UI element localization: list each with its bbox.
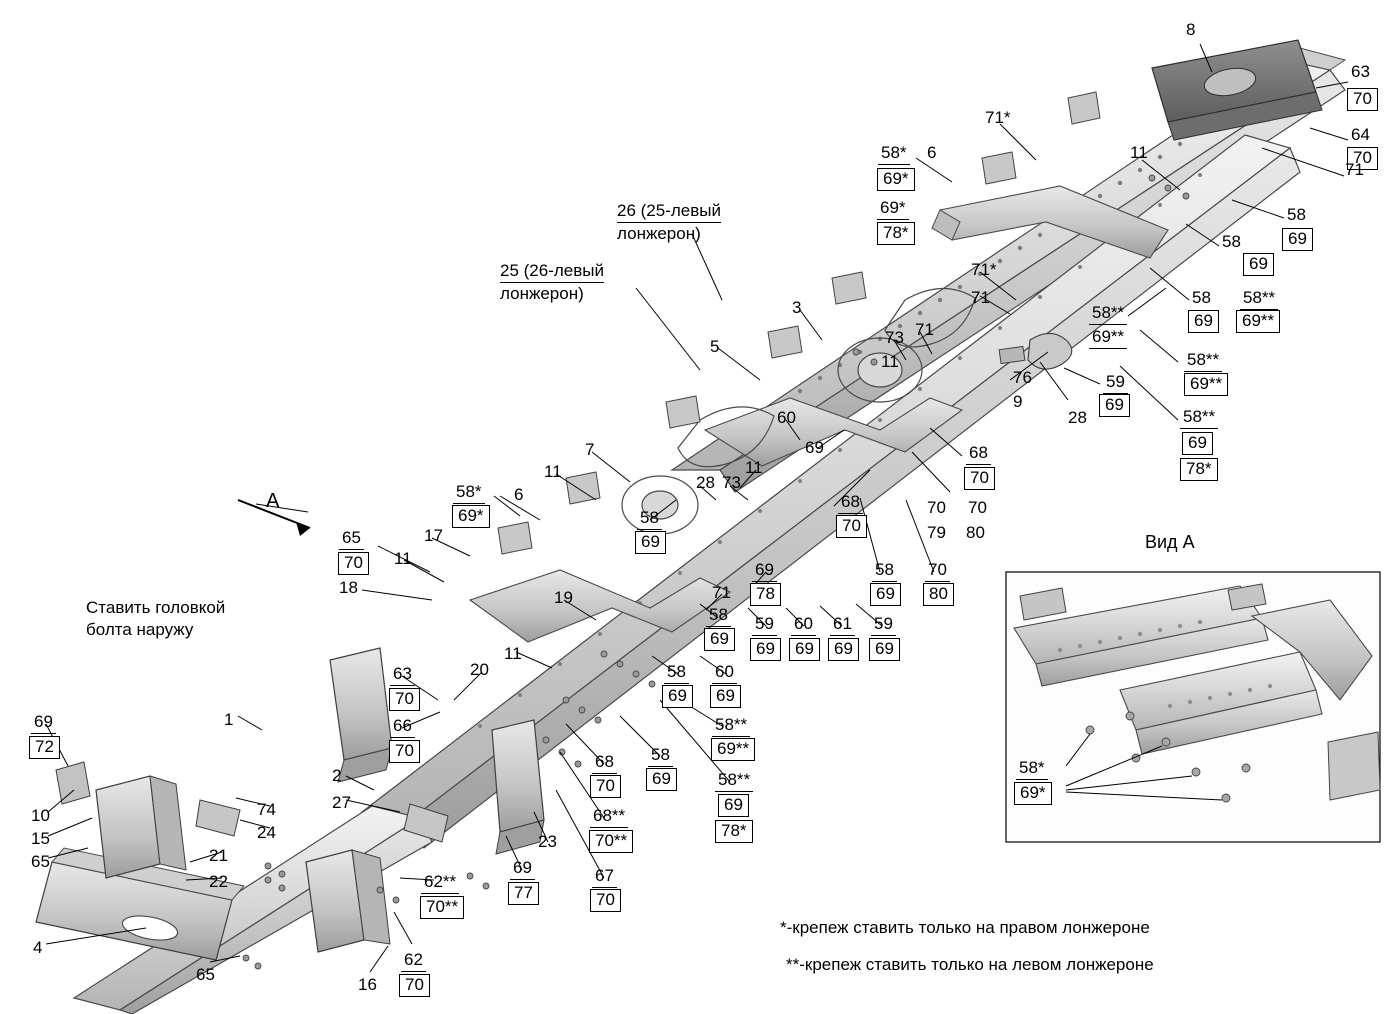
part-callout-70: 70: [590, 889, 621, 912]
part-callout-27: 27: [332, 793, 351, 812]
part-callout-62: 62: [401, 950, 426, 972]
part-callout-22: 22: [209, 872, 228, 891]
part-callout-67: 67: [592, 866, 617, 888]
part-callout-5: 5: [710, 337, 720, 356]
part-callout-70: 70: [338, 552, 369, 575]
legend-left-rail: **-крепеж ставить только на левом лонжероне: [786, 955, 1154, 974]
part-callout-63: 63: [1351, 62, 1370, 81]
part-callout-9: 9: [1013, 392, 1023, 411]
part-callout-69: 69: [646, 768, 677, 791]
part-callout-69: 69: [718, 794, 749, 817]
part-callout-24: 24: [257, 823, 276, 842]
part-callout-69star: 69*: [1014, 782, 1052, 805]
part-callout-78: 78: [750, 583, 781, 606]
part-callout-80: 80: [966, 523, 985, 542]
part-callout-69starstar: 69**: [711, 738, 755, 761]
part-callout-72: 72: [29, 736, 60, 759]
part-callout-69: 69: [869, 638, 900, 661]
part-callout-4: 4: [33, 938, 43, 957]
part-callout-80: 80: [923, 583, 954, 606]
part-callout-71: 71: [971, 288, 990, 307]
legend-right-rail: *-крепеж ставить только на правом лонжероне: [780, 918, 1150, 937]
part-callout-21: 21: [209, 846, 228, 865]
part-callout-60: 60: [791, 614, 816, 636]
part-callout-62starstar: 62**: [421, 872, 459, 894]
part-callout-69: 69: [805, 438, 824, 457]
part-callout-6: 6: [514, 485, 524, 504]
part-callout-58: 58: [1192, 288, 1211, 307]
part-callout-70: 70: [925, 560, 950, 582]
part-callout-64: 64: [1351, 125, 1370, 144]
part-callout-11: 11: [1130, 143, 1148, 162]
part-callout-69: 69: [750, 638, 781, 661]
part-callout-71: 71: [1345, 160, 1364, 179]
part-callout-58: 58: [648, 745, 673, 767]
part-callout-70: 70: [1347, 88, 1378, 111]
part-callout-77: 77: [508, 882, 539, 905]
part-callout-58starstar: 58**: [712, 715, 750, 737]
part-callout-70: 70: [964, 467, 995, 490]
part-callout-17: 17: [424, 526, 443, 545]
part-callout-69: 69: [1099, 394, 1130, 417]
part-callout-70starstar: 70**: [589, 830, 633, 853]
part-callout-58: 58: [637, 508, 662, 530]
part-callout-58star: 58*: [453, 482, 485, 504]
part-callout-58starstar: 58**: [1184, 350, 1222, 372]
part-callout-28: 28: [1068, 408, 1087, 427]
rear-cross-member: [1152, 40, 1322, 140]
part-callout-11: 11: [394, 549, 412, 568]
part-callout-19: 19: [554, 588, 573, 607]
part-callout-1: 1: [224, 710, 234, 729]
part-callout-66: 66: [390, 716, 415, 738]
part-callout-59: 59: [752, 614, 777, 636]
part-callout-69: 69: [1282, 228, 1313, 251]
part-callout-20: 20: [470, 660, 489, 679]
part-callout-15: 15: [31, 829, 50, 848]
part-callout-68: 68: [838, 492, 863, 514]
part-callout-71star: 71*: [971, 260, 997, 279]
part-callout-63: 63: [390, 664, 415, 686]
part-callout-79: 79: [927, 523, 946, 542]
part-callout-70: 70: [389, 740, 420, 763]
part-callout-23: 23: [538, 832, 557, 851]
part-callout-11: 11: [881, 352, 899, 371]
part-callout-11: 11: [745, 458, 763, 477]
note-install-head-out: Ставить головкой болта наружу: [86, 598, 226, 640]
part-callout-69: 69: [635, 531, 666, 554]
part-callout-69: 69: [789, 638, 820, 661]
side-bracket-assembly-4: [306, 850, 390, 952]
part-callout-58: 58: [664, 662, 689, 684]
part-callout-61: 61: [830, 614, 855, 636]
part-callout-70: 70: [836, 515, 867, 538]
part-callout-78star: 78*: [877, 222, 915, 245]
part-callout-69: 69: [662, 685, 693, 708]
part-callout-2: 2: [332, 766, 342, 785]
part-callout-58: 58: [1287, 205, 1306, 224]
part-callout-58: 58: [706, 605, 731, 627]
part-callout-58star: 58*: [878, 143, 910, 165]
part-callout-68starstar: 68**: [590, 806, 628, 828]
part-callout-7: 7: [585, 440, 595, 459]
part-callout-68: 68: [592, 752, 617, 774]
part-callout-69: 69: [704, 628, 735, 651]
side-bracket-assembly-2: [492, 720, 544, 854]
part-callout-65: 65: [339, 528, 364, 550]
part-callout-65: 65: [196, 965, 215, 984]
part-callout-69: 69: [510, 858, 535, 880]
part-callout-58starstar: 58**: [1240, 288, 1278, 310]
part-callout-11: 11: [504, 644, 522, 663]
part-callout-58starstar: 58**: [1180, 407, 1218, 429]
part-callout-70starstar: 70**: [420, 896, 464, 919]
part-callout-58starstar: 58**: [715, 770, 753, 792]
part-callout-69: 69: [1188, 310, 1219, 333]
callout-25: 25 (26-левый лонжерон): [500, 261, 604, 304]
part-callout-69star: 69*: [877, 198, 909, 220]
part-callout-58starstar: 58**: [1089, 303, 1127, 325]
view-a-letter: А: [266, 490, 280, 512]
part-callout-69: 69: [31, 712, 56, 734]
part-callout-59: 59: [871, 614, 896, 636]
view-a-title: Вид А: [1145, 532, 1195, 552]
part-callout-69star: 69*: [452, 505, 490, 528]
part-callout-6: 6: [927, 143, 937, 162]
part-callout-73: 73: [885, 328, 904, 347]
part-callout-18: 18: [339, 578, 358, 597]
part-callout-69: 69: [828, 638, 859, 661]
part-callout-59: 59: [1103, 372, 1128, 394]
part-callout-68: 68: [966, 443, 991, 465]
part-callout-70: 70: [968, 498, 987, 517]
part-callout-69starstar: 69**: [1089, 327, 1127, 349]
part-callout-8: 8: [1186, 20, 1196, 39]
part-callout-69star: 69*: [877, 168, 915, 191]
part-callout-69: 69: [752, 560, 777, 582]
part-callout-78star: 78*: [1180, 458, 1218, 481]
part-callout-71star: 71*: [985, 108, 1011, 127]
callout-26: 26 (25-левый лонжерон): [617, 201, 721, 244]
part-callout-69starstar: 69**: [1184, 373, 1228, 396]
part-callout-58: 58: [872, 560, 897, 582]
part-callout-28: 28: [696, 473, 715, 492]
part-callout-65: 65: [31, 852, 50, 871]
part-callout-74: 74: [257, 800, 276, 819]
part-callout-11: 11: [544, 462, 562, 481]
part-callout-60: 60: [712, 662, 737, 684]
part-callout-58star: 58*: [1016, 758, 1048, 780]
part-callout-78star: 78*: [715, 820, 753, 843]
part-callout-58: 58: [1222, 232, 1241, 251]
view-a-detail: [1006, 572, 1380, 842]
part-callout-69: 69: [1243, 253, 1274, 276]
part-callout-71: 71: [712, 583, 731, 602]
part-callout-70: 70: [399, 974, 430, 997]
part-callout-70: 70: [590, 775, 621, 798]
part-callout-10: 10: [31, 806, 50, 825]
part-callout-16: 16: [358, 975, 377, 994]
part-callout-71: 71: [915, 320, 934, 339]
part-callout-69: 69: [710, 685, 741, 708]
part-callout-3: 3: [792, 298, 802, 317]
part-callout-76: 76: [1013, 368, 1032, 387]
part-callout-69: 69: [1182, 432, 1213, 455]
part-callout-70: 70: [389, 688, 420, 711]
part-callout-69starstar: 69**: [1236, 310, 1280, 333]
side-bracket-assembly-1: [330, 648, 392, 782]
part-callout-69: 69: [870, 583, 901, 606]
part-callout-70: 70: [1347, 147, 1378, 170]
part-callout-60: 60: [777, 408, 796, 427]
part-callout-73: 73: [722, 473, 741, 492]
part-callout-70: 70: [927, 498, 946, 517]
